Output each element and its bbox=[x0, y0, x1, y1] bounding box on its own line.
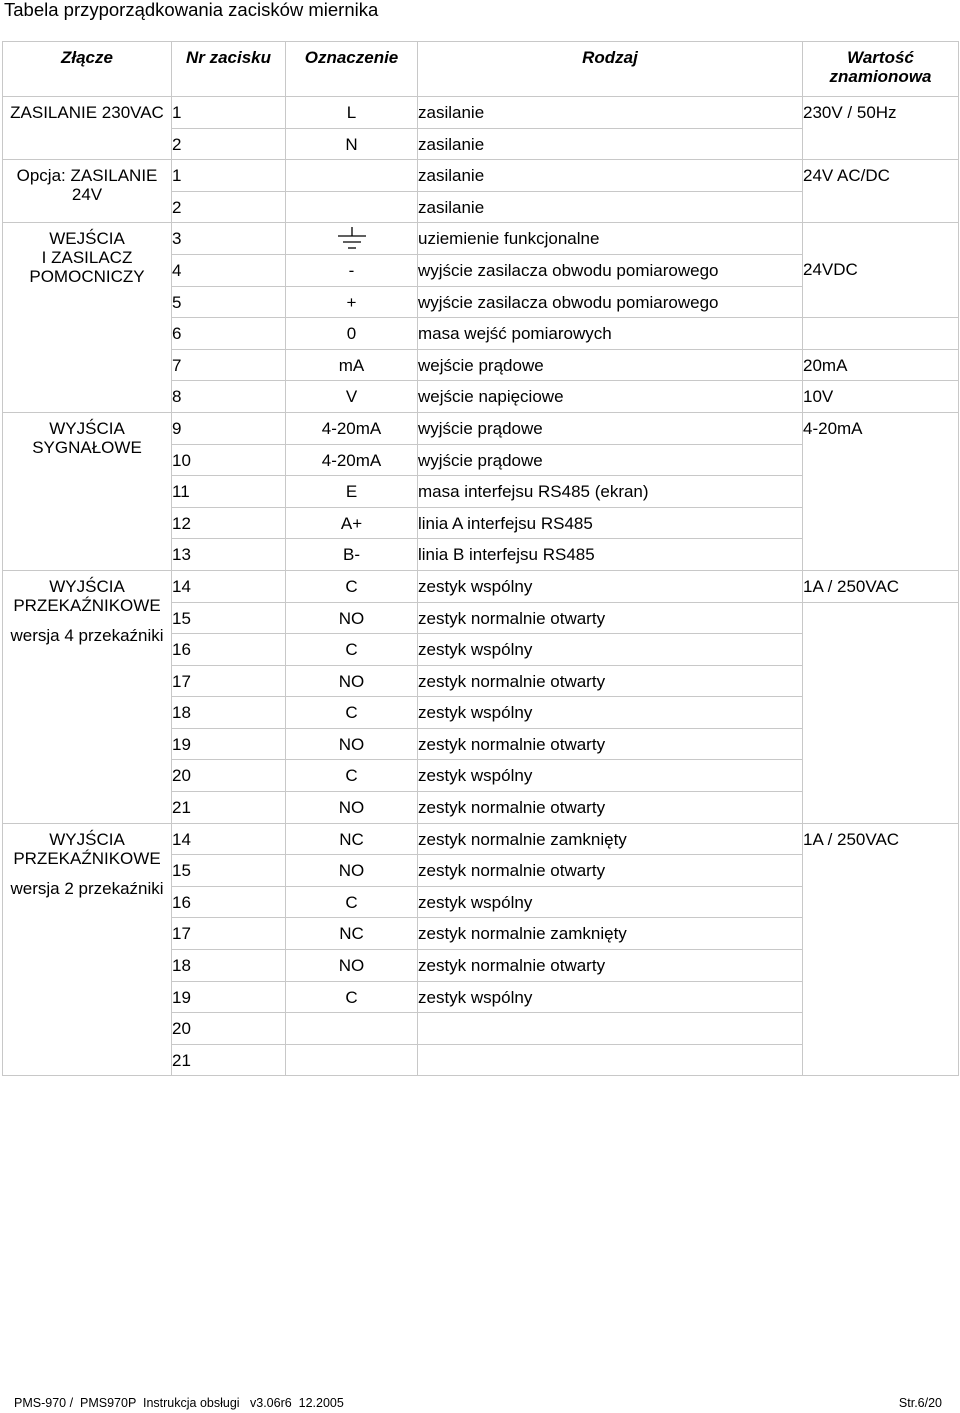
terminal-type: zestyk wspólny bbox=[418, 570, 803, 602]
terminal-marking: NO bbox=[286, 792, 418, 824]
terminal-marking: NO bbox=[286, 728, 418, 760]
terminal-number: 7 bbox=[172, 349, 286, 381]
rated-value: 24VDC bbox=[803, 254, 959, 286]
terminal-marking: NO bbox=[286, 602, 418, 634]
terminal-type: zestyk normalnie otwarty bbox=[418, 792, 803, 824]
terminal-type: zasilanie bbox=[418, 97, 803, 129]
header-connector: Złącze bbox=[3, 42, 172, 97]
terminal-type: linia A interfejsu RS485 bbox=[418, 507, 803, 539]
terminal-number: 21 bbox=[172, 792, 286, 824]
group-label: PRZEKAŹNIKOWE bbox=[13, 595, 161, 615]
terminal-number: 14 bbox=[172, 823, 286, 855]
terminal-marking: C bbox=[286, 634, 418, 666]
terminal-type: zasilanie bbox=[418, 160, 803, 192]
terminal-number: 9 bbox=[172, 412, 286, 444]
terminal-marking: NO bbox=[286, 665, 418, 697]
terminal-marking: NO bbox=[286, 950, 418, 982]
terminal-number: 1 bbox=[172, 160, 286, 192]
terminal-marking: 4-20mA bbox=[286, 444, 418, 476]
rated-value: 230V / 50Hz bbox=[803, 97, 959, 160]
terminal-type: masa interfejsu RS485 (ekran) bbox=[418, 476, 803, 508]
group-label: PRZEKAŹNIKOWE bbox=[13, 848, 161, 868]
table-row bbox=[3, 223, 959, 255]
rated-value: 1A / 250VAC bbox=[803, 570, 959, 602]
terminal-number: 20 bbox=[172, 760, 286, 792]
group-inputs bbox=[3, 223, 172, 413]
terminal-marking: C bbox=[286, 570, 418, 602]
terminal-marking bbox=[286, 1044, 418, 1076]
header-rated-value bbox=[803, 42, 959, 97]
group-label: WYJŚCIA bbox=[49, 829, 125, 849]
terminal-table bbox=[2, 41, 959, 1076]
table-row bbox=[3, 823, 959, 855]
terminal-number: 17 bbox=[172, 665, 286, 697]
group-label: WEJŚCIA bbox=[49, 229, 125, 249]
terminal-number: 21 bbox=[172, 1044, 286, 1076]
terminal-marking: N bbox=[286, 128, 418, 160]
terminal-marking bbox=[286, 223, 418, 255]
terminal-marking bbox=[286, 1013, 418, 1045]
group-label: ZASILANIE 230VAC bbox=[10, 103, 164, 122]
terminal-type: wyjście zasilacza obwodu pomiarowego bbox=[418, 254, 803, 286]
footer-page-number: Str.6/20 bbox=[898, 1396, 942, 1410]
rated-value: 1A / 250VAC bbox=[803, 823, 959, 1076]
terminal-number: 2 bbox=[172, 128, 286, 160]
terminal-marking: NO bbox=[286, 855, 418, 887]
terminal-marking: L bbox=[286, 97, 418, 129]
terminal-marking: A+ bbox=[286, 507, 418, 539]
header-rated-line1: Wartość bbox=[847, 48, 914, 67]
terminal-number: 10 bbox=[172, 444, 286, 476]
group-label: I ZASILACZ bbox=[41, 248, 133, 268]
terminal-marking: 4-20mA bbox=[286, 412, 418, 444]
table-row bbox=[3, 412, 959, 444]
terminal-marking: C bbox=[286, 697, 418, 729]
terminal-type: zasilanie bbox=[418, 128, 803, 160]
rated-value: 20mA bbox=[803, 349, 959, 381]
header-type: Rodzaj bbox=[418, 42, 803, 97]
document-title: Tabela przyporządkowania zacisków miernika bbox=[4, 0, 379, 20]
table-header-row bbox=[3, 42, 959, 97]
terminal-marking: NC bbox=[286, 823, 418, 855]
group-label: WYJŚCIA bbox=[49, 576, 125, 596]
rated-value bbox=[803, 318, 959, 350]
rated-value bbox=[803, 286, 959, 318]
terminal-marking: C bbox=[286, 760, 418, 792]
terminal-marking: mA bbox=[286, 349, 418, 381]
terminal-marking: - bbox=[286, 254, 418, 286]
terminal-marking: V bbox=[286, 381, 418, 413]
group-label: WYJŚCIA bbox=[49, 418, 125, 438]
terminal-marking: NC bbox=[286, 918, 418, 950]
terminal-number: 16 bbox=[172, 886, 286, 918]
terminal-marking bbox=[286, 160, 418, 192]
table-row bbox=[3, 97, 959, 129]
terminal-type: zestyk normalnie otwarty bbox=[418, 855, 803, 887]
terminal-marking: + bbox=[286, 286, 418, 318]
terminal-type bbox=[418, 1013, 803, 1045]
terminal-type: zestyk normalnie otwarty bbox=[418, 728, 803, 760]
terminal-type: zestyk wspólny bbox=[418, 886, 803, 918]
terminal-marking: C bbox=[286, 886, 418, 918]
terminal-marking: C bbox=[286, 981, 418, 1013]
terminal-type: zestyk normalnie otwarty bbox=[418, 950, 803, 982]
terminal-number: 4 bbox=[172, 254, 286, 286]
terminal-type: zestyk normalnie zamknięty bbox=[418, 918, 803, 950]
header-terminal: Nr zacisku bbox=[172, 42, 286, 97]
group-label: 24V bbox=[71, 185, 103, 205]
terminal-marking: E bbox=[286, 476, 418, 508]
terminal-number: 11 bbox=[172, 476, 286, 508]
terminal-number: 8 bbox=[172, 381, 286, 413]
terminal-number: 19 bbox=[172, 981, 286, 1013]
group-label: POMOCNICZY bbox=[29, 267, 145, 287]
terminal-number: 15 bbox=[172, 602, 286, 634]
terminal-number: 3 bbox=[172, 223, 286, 255]
group-label: Opcja: ZASILANIE bbox=[16, 166, 158, 186]
terminal-marking bbox=[286, 191, 418, 223]
terminal-type: wyjście zasilacza obwodu pomiarowego bbox=[418, 286, 803, 318]
terminal-type: wyjście prądowe bbox=[418, 412, 803, 444]
rated-value bbox=[803, 602, 959, 823]
terminal-type: zestyk wspólny bbox=[418, 697, 803, 729]
terminal-number: 20 bbox=[172, 1013, 286, 1045]
terminal-type: zestyk normalnie zamknięty bbox=[418, 823, 803, 855]
group-signal-outputs bbox=[3, 412, 172, 570]
table-row bbox=[3, 570, 959, 602]
terminal-type bbox=[418, 1044, 803, 1076]
footer-document-info: PMS-970 / PMS970P Instrukcja obsługi v3.06r6 12.2005 bbox=[14, 1396, 344, 1410]
terminal-number: 15 bbox=[172, 855, 286, 887]
terminal-type: zestyk wspólny bbox=[418, 760, 803, 792]
rated-value bbox=[803, 223, 959, 255]
terminal-number: 18 bbox=[172, 950, 286, 982]
group-relay-4 bbox=[3, 570, 172, 823]
terminal-marking: B- bbox=[286, 539, 418, 571]
terminal-number: 17 bbox=[172, 918, 286, 950]
terminal-number: 14 bbox=[172, 570, 286, 602]
terminal-type: zestyk wspólny bbox=[418, 981, 803, 1013]
terminal-type: wejście napięciowe bbox=[418, 381, 803, 413]
terminal-number: 16 bbox=[172, 634, 286, 666]
header-marking: Oznaczenie bbox=[286, 42, 418, 97]
terminal-number: 19 bbox=[172, 728, 286, 760]
terminal-number: 18 bbox=[172, 697, 286, 729]
rated-value: 4-20mA bbox=[803, 412, 959, 570]
terminal-number: 1 bbox=[172, 97, 286, 129]
terminal-type: wyjście prądowe bbox=[418, 444, 803, 476]
group-label: wersja 4 przekaźniki bbox=[10, 625, 164, 645]
terminal-type: zestyk normalnie otwarty bbox=[418, 602, 803, 634]
terminal-type: zestyk wspólny bbox=[418, 634, 803, 666]
group-supply-24 bbox=[3, 160, 172, 223]
table-row bbox=[3, 160, 959, 192]
terminal-number: 5 bbox=[172, 286, 286, 318]
group-label: wersja 2 przekaźniki bbox=[10, 878, 164, 898]
terminal-type: zasilanie bbox=[418, 191, 803, 223]
functional-earth-icon bbox=[338, 229, 366, 253]
terminal-number: 2 bbox=[172, 191, 286, 223]
group-relay-2 bbox=[3, 823, 172, 1076]
terminal-type: linia B interfejsu RS485 bbox=[418, 539, 803, 571]
header-rated-line2: znamionowa bbox=[829, 67, 932, 86]
terminal-number: 6 bbox=[172, 318, 286, 350]
terminal-marking: 0 bbox=[286, 318, 418, 350]
group-supply-230 bbox=[3, 97, 172, 160]
rated-value: 24V AC/DC bbox=[803, 160, 959, 223]
group-label: SYGNAŁOWE bbox=[32, 437, 142, 457]
terminal-type: zestyk normalnie otwarty bbox=[418, 665, 803, 697]
terminal-number: 13 bbox=[172, 539, 286, 571]
terminal-type: uziemienie funkcjonalne bbox=[418, 223, 803, 255]
terminal-number: 12 bbox=[172, 507, 286, 539]
rated-value: 10V bbox=[803, 381, 959, 413]
terminal-type: masa wejść pomiarowych bbox=[418, 318, 803, 350]
terminal-type: wejście prądowe bbox=[418, 349, 803, 381]
